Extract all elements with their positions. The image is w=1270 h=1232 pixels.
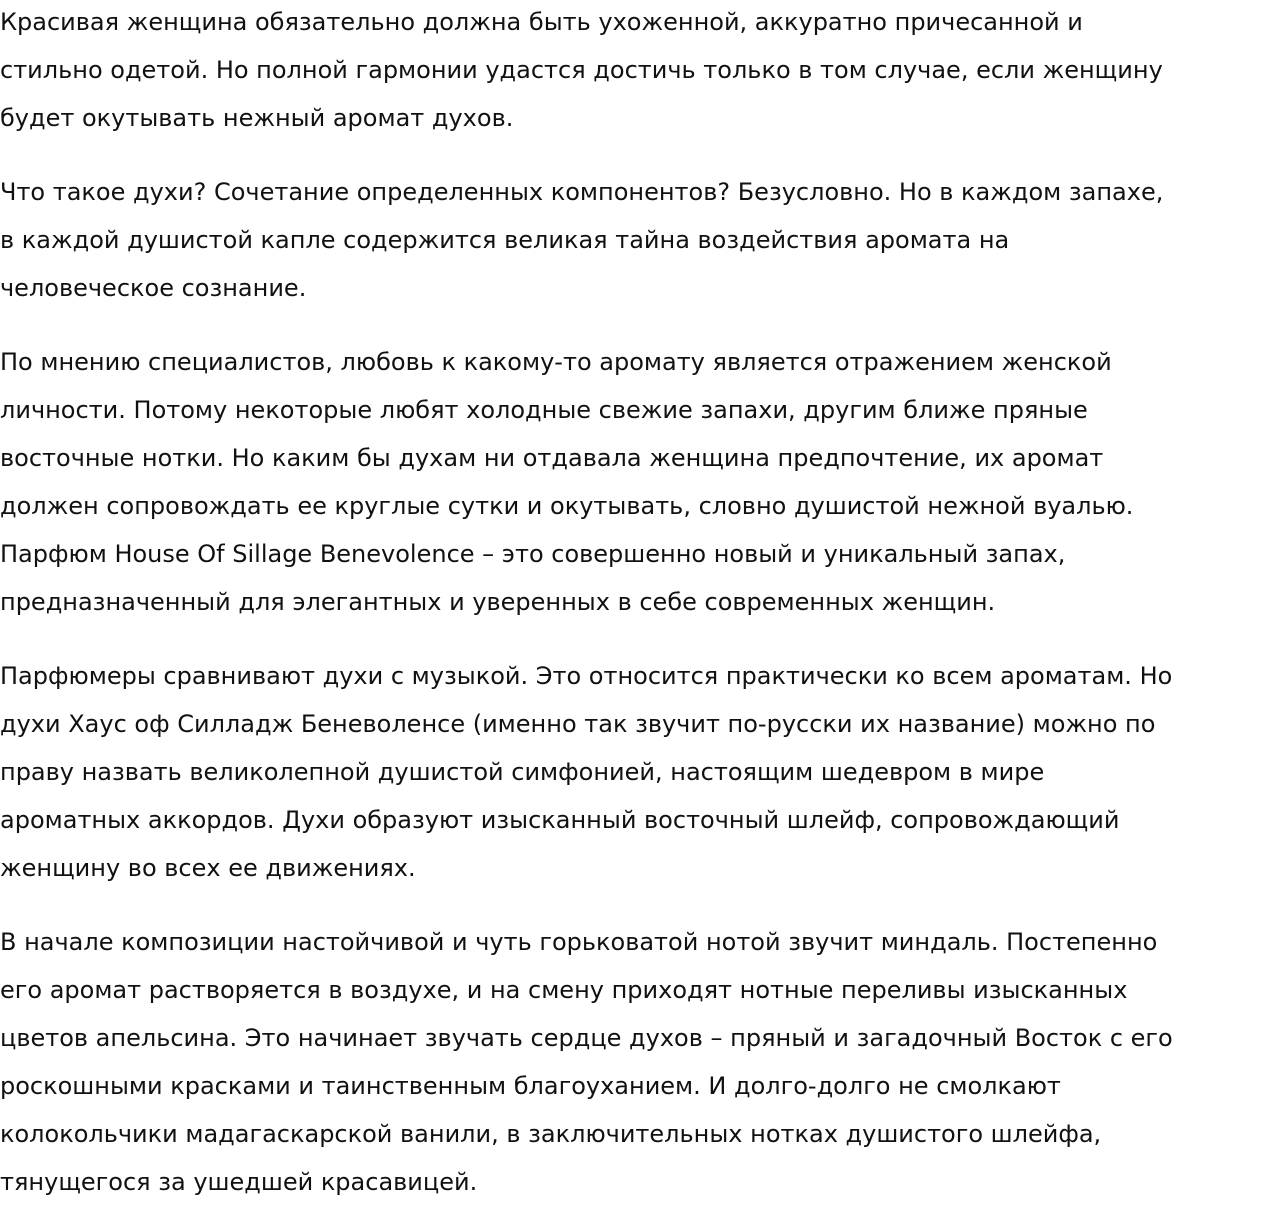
paragraph-line: Парфюм House Of Sillage Benevolence – это совершенно новый и уникальный запах, bbox=[0, 540, 1066, 568]
paragraph-4 bbox=[0, 652, 1270, 892]
paragraph-line: Что такое духи? Сочетание определенных компонентов? Безусловно. Но в каждом запахе, bbox=[0, 178, 1164, 206]
paragraph-line: В начале композиции настойчивой и чуть горьковатой нотой звучит миндаль. Постепенно bbox=[0, 928, 1158, 956]
paragraph-line: роскошными красками и таинственным благоуханием. И долго-долго не смолкают bbox=[0, 1072, 1061, 1100]
paragraph-line: должен сопровождать ее круглые сутки и окутывать, словно душистой нежной вуалью. bbox=[0, 492, 1134, 520]
paragraph-line: цветов апельсина. Это начинает звучать сердце духов – пряный и загадочный Восток с его bbox=[0, 1024, 1173, 1052]
paragraph-line: духи Хаус оф Силладж Беневоленсе (именно так звучит по-русски их название) можно по bbox=[0, 710, 1156, 738]
paragraph-line: личности. Потому некоторые любят холодные свежие запахи, другим ближе пряные bbox=[0, 396, 1088, 424]
paragraph-line: восточные нотки. Но каким бы духам ни отдавала женщина предпочтение, их аромат bbox=[0, 444, 1104, 472]
paragraph-line: в каждой душистой капле содержится великая тайна воздействия аромата на bbox=[0, 226, 1010, 254]
paragraph-line: ароматных аккордов. Духи образуют изысканный восточный шлейф, сопровождающий bbox=[0, 806, 1120, 834]
paragraph-line: праву назвать великолепной душистой симфонией, настоящим шедевром в мире bbox=[0, 758, 1045, 786]
paragraph-line: его аромат растворяется в воздухе, и на смену приходят нотные переливы изысканных bbox=[0, 976, 1128, 1004]
paragraph-1 bbox=[0, 0, 1270, 142]
paragraph-line: колокольчики мадагаскарской ванили, в заключительных нотках душистого шлейфа, bbox=[0, 1120, 1102, 1148]
paragraph-line: тянущегося за ушедшей красавицей. bbox=[0, 1168, 478, 1196]
paragraph-3 bbox=[0, 338, 1270, 626]
paragraph-line: предназначенный для элегантных и уверенных в себе современных женщин. bbox=[0, 588, 996, 616]
paragraph-line: Красивая женщина обязательно должна быть ухоженной, аккуратно причесанной и bbox=[0, 8, 1083, 36]
paragraph-line: будет окутывать нежный аромат духов. bbox=[0, 104, 514, 132]
paragraph-5 bbox=[0, 918, 1270, 1206]
paragraph-2 bbox=[0, 168, 1270, 312]
paragraph-line: Парфюмеры сравнивают духи с музыкой. Это относится практически ко всем ароматам. Но bbox=[0, 662, 1173, 690]
paragraph-line: По мнению специалистов, любовь к какому-то аромату является отражением женской bbox=[0, 348, 1112, 376]
paragraph-line: человеческое сознание. bbox=[0, 274, 307, 302]
paragraph-line: женщину во всех ее движениях. bbox=[0, 854, 416, 882]
paragraph-line: стильно одетой. Но полной гармонии удастся достичь только в том случае, если женщину bbox=[0, 56, 1163, 84]
